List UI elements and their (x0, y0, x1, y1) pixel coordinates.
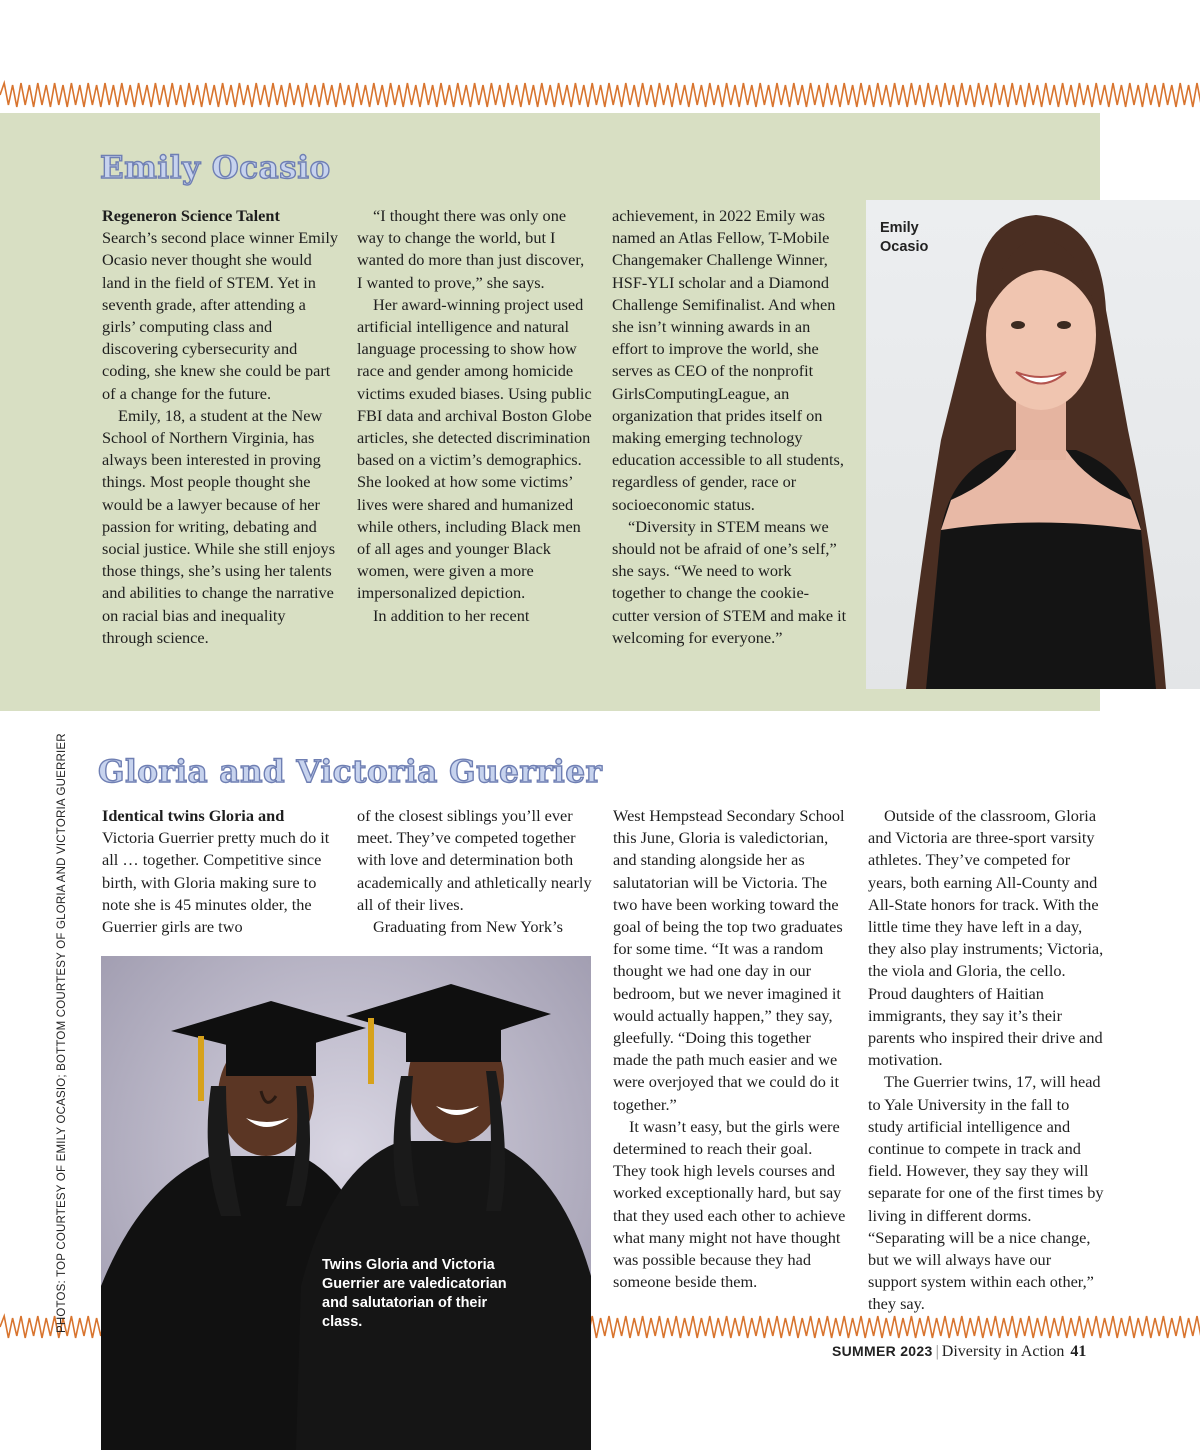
zigzag-border-top (0, 80, 1200, 110)
twins-paragraph: It wasn’t easy, but the girls were determined to reach their goal. They took high levels courses and worked exceptionally hard, but say that they used each other to achieve what many might not have thought was possible because they had someone beside them. (613, 1116, 846, 1292)
emily-paragraph: Emily, 18, a student at the New School of Northern Virginia, has always been interested in proving things. Most people thought she would be a lawyer because of her passion for writing, debating and social justice. While she still enjoys those things, she’s using her talents and abilities to change the narrative on racial bias and inequality through science. (102, 405, 336, 647)
twins-text: Victoria Guerrier pretty much do it all … together. Competitive since birth, with Gloria making sure to note she is 45 minutes older, the Guerrier girls are two (102, 828, 330, 937)
page-footer (832, 1343, 1086, 1361)
page-number: 41 (1070, 1343, 1087, 1360)
emily-photo-caption: Emily Ocasio (880, 220, 929, 255)
issue-label: SUMMER 2023 (832, 1343, 933, 1359)
zigzag-line (0, 83, 1200, 107)
emily-paragraph: “Diversity in STEM means we should not be afraid of one’s self,” she says. “We need to work together to change the cookie- cutter version of STEM and make it welcoming for everyone.” (612, 516, 847, 647)
twins-column-4 (868, 805, 1104, 1316)
emily-column-2 (357, 205, 593, 627)
twins-column-2 (357, 805, 593, 938)
twins-paragraph: Graduating from New York’s (373, 917, 563, 937)
twins-paragraph (102, 805, 338, 938)
emily-column-1 (102, 205, 338, 649)
twins-column-3 (613, 805, 849, 1293)
twins-lead-in: Identical twins Gloria and (102, 806, 285, 825)
emily-paragraph: In addition to her recent (373, 605, 530, 625)
twins-paragraph: of the closest siblings you’ll ever meet. They’ve competed together with love and determination both academically and athletically nearly all of their lives. (357, 806, 592, 914)
emily-paragraph: “I thought there was only one way to change the world, but I wanted do more than just discover, I wanted to prove,” she says. (357, 206, 585, 292)
emily-text: Search’s second place winner Emily Ocasio never thought she would land in the field of STEM. Yet in seventh grade, after attending a girls’ computing class and discovering cybersecurity and coding, she knew she could be part of a change for the future. (102, 228, 338, 403)
photo-credit: PHOTOS: TOP COURTESY OF EMILY OCASIO; BOTTOM COURTESY OF GLORIA AND VICTORIA GUERRIER (56, 733, 68, 1333)
twins-paragraph: The Guerrier twins, 17, will head to Yale University in the fall to study artificial intelligence and continue to compete in track and field. However, they say they will separate for one of the first times by living in different dorms. “Separating will be a nice change, but we will always have our support system within each other,” they say. (868, 1072, 1104, 1314)
emily-lead-in: Regeneron Science Talent (102, 206, 280, 225)
emily-paragraph: Her award-winning project used artificial intelligence and natural language processing to show how race and gender among homicide victims exuded biases. Using public FBI data and archival Boston Globe articles, she detected discrimination based on a victim’s demographics. She looked at how some victims’ lives were shared and humanized while others, including Black men of all ages and younger Black women, were given a more impersonalized depiction. (357, 294, 592, 603)
emily-portrait-photo (866, 200, 1200, 689)
emily-headline: Emily Ocasio (100, 150, 331, 186)
emily-paragraph: achievement, in 2022 Emily was named an Atlas Fellow, T-Mobile Changemaker Challenge Winner, HSF-YLI scholar and a Diamond Challenge Semifinalist. And when she isn’t winning awards in an effort to improve the world, she serves as CEO of the nonprofit GirlsComputingLeague, an organization that prides itself on making emerging technology education accessible to all students, regardless of gender, race or socioeconomic status. (612, 206, 844, 514)
twins-paragraph: West Hempstead Secondary School this June, Gloria is valedictorian, and standing alongside her as salutatorian will be Victoria. The two have been working toward the goal of being the top two graduates for some time. “It was a random thought we had one day in our bedroom, but we never imagined it would actually happen,” they say, gleefully. “Doing this together made the path much easier and we were overjoyed that we could do it together.” (613, 806, 845, 1114)
emily-paragraph (102, 205, 338, 405)
emily-column-3 (612, 205, 848, 649)
twins-headline: Gloria and Victoria Guerrier (98, 754, 603, 790)
twins-photo-caption: Twins Gloria and Victoria Guerrier are valedicatorian and salutatorian of their class. (322, 1257, 507, 1330)
twins-graduation-photo (101, 956, 591, 1450)
footer-separator: | (935, 1343, 939, 1360)
magazine-name: Diversity in Action (941, 1343, 1065, 1360)
twins-paragraph: Outside of the classroom, Gloria and Victoria are three-sport varsity athletes. They’ve competed for years, both earning All-County and All-State honors for track. With the little time they have left in a day, they also play instruments; Victoria, the viola and Gloria, the cello. Proud daughters of Haitian immigrants, they say it’s their parents who inspired their drive and motivation. (868, 806, 1104, 1070)
twins-column-1 (102, 805, 338, 938)
